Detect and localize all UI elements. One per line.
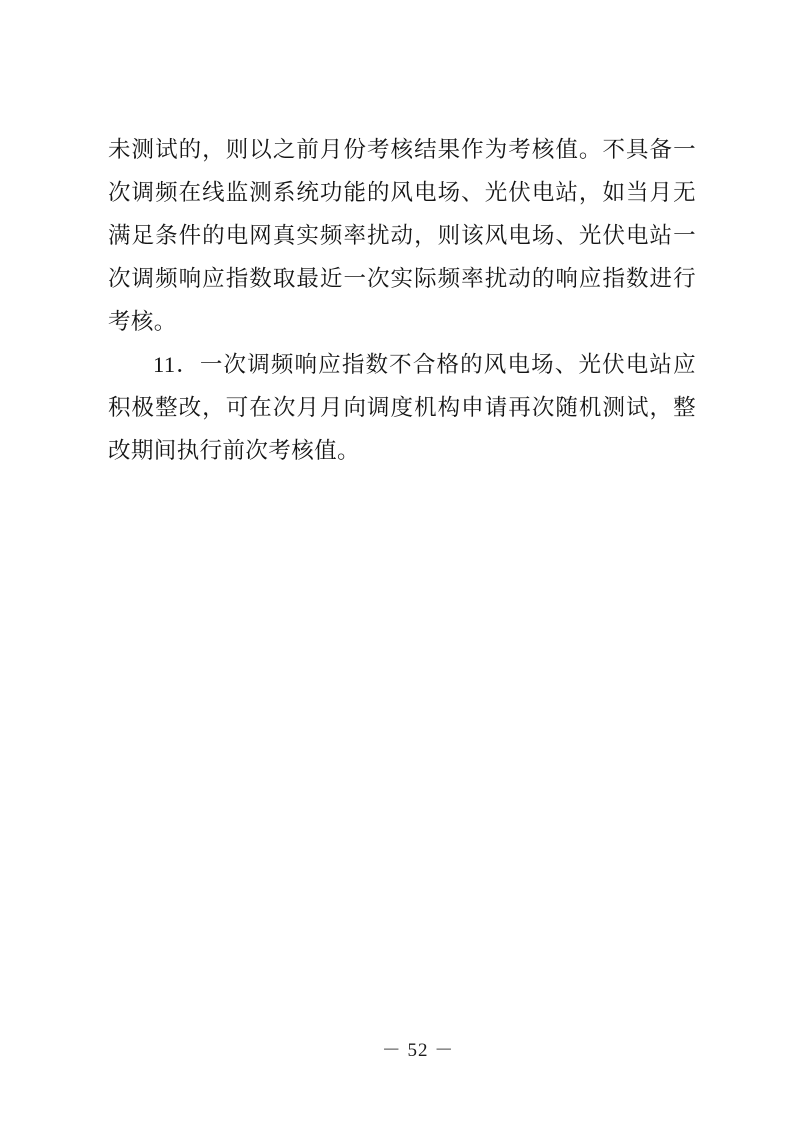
- paragraph-continued: 未测试的，则以之前月份考核结果作为考核值。不具备一次调频在线监测系统功能的风电场、光伏电站，如当月无满足条件的电网真实频率扰动，则该风电场、光伏电站一次调频响应指数取最近一次实际频率扰动的响应指数进行考核。: [108, 137, 696, 334]
- page-footer: [0, 1035, 800, 1062]
- page-number: － 52 －: [381, 1040, 455, 1061]
- page-body: [108, 128, 696, 472]
- paragraph-item-11: 11．一次调频响应指数不合格的风电场、光伏电站应积极整改，可在次月月向调度机构申请再次随机测试，整改期间执行前次考核值。: [108, 352, 696, 463]
